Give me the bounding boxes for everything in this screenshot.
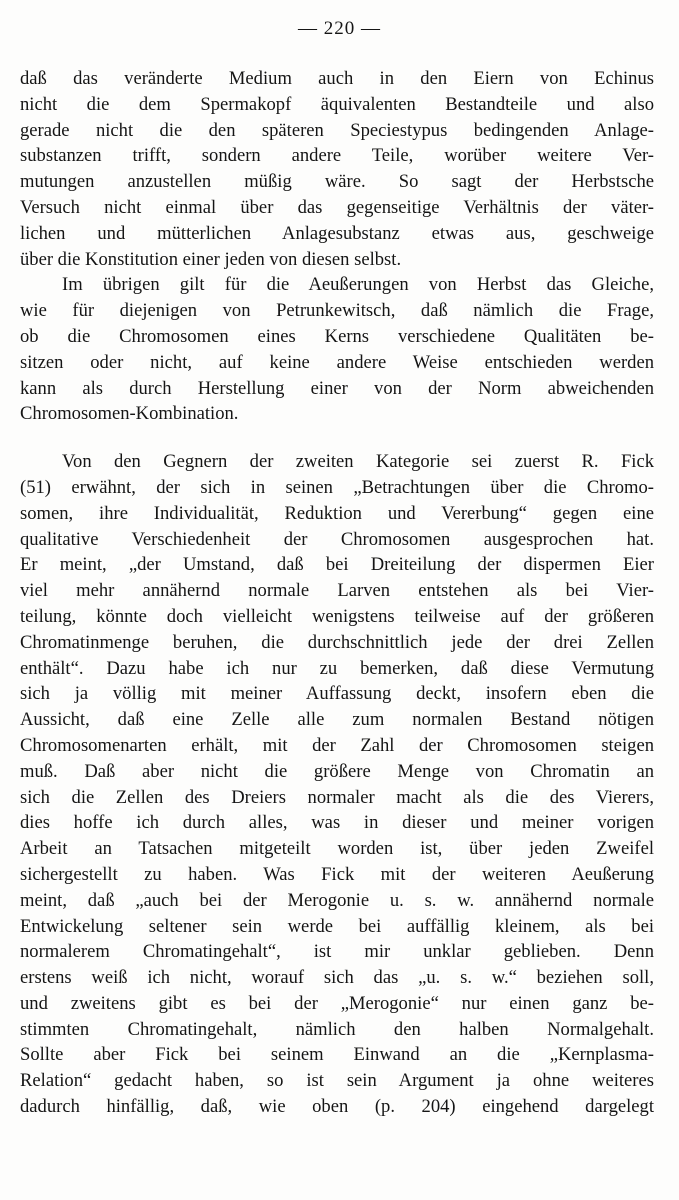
text-line: Chromatinmenge beruhen, die durchschnittlich jede der drei Zellen xyxy=(20,631,654,653)
text-line: Arbeit an Tatsachen mitgeteilt worden ist, über jeden Zweifel xyxy=(20,838,654,860)
text-line: sich ja völlig mit meiner Auffassung deckt, insofern eben die xyxy=(20,683,654,705)
paragraph-1 xyxy=(20,66,654,272)
text-line: mutungen anzustellen müßig wäre. So sagt der Herbstsche xyxy=(20,171,654,193)
text-line: viel mehr annähernd normale Larven entstehen als bei Vier- xyxy=(20,580,654,602)
text-line: enthält“. Dazu habe ich nur zu bemerken, daß diese Vermutung xyxy=(20,657,654,679)
text-line: substanzen trifft, sondern andere Teile, worüber weitere Ver- xyxy=(20,145,654,167)
text-line: nicht die dem Spermakopf äquivalenten Bestandteile und also xyxy=(20,93,654,115)
text-line: sitzen oder nicht, auf keine andere Weise entschieden werden xyxy=(20,351,654,373)
text-line: sichergestellt zu haben. Was Fick mit der weiteren Aeußerung xyxy=(20,863,654,885)
text-line: teilung, könnte doch vielleicht wenigstens teilweise auf der größeren xyxy=(20,605,654,627)
text-line: Relation“ gedacht haben, so ist sein Argument ja ohne weiteres xyxy=(20,1070,654,1092)
text-line: Chromosomen-Kombination. xyxy=(20,403,239,425)
paragraph-gap xyxy=(20,427,654,449)
paragraph-2 xyxy=(20,272,654,427)
text-line: stimmten Chromatingehalt, nämlich den halben Normalgehalt. xyxy=(20,1018,654,1040)
text-line: ob die Chromosomen eines Kerns verschiedene Qualitäten be- xyxy=(20,325,654,347)
text-line: erstens weiß ich nicht, worauf sich das „u. s. w.“ beziehen soll, xyxy=(20,967,654,989)
text-line: Er meint, „der Umstand, daß bei Dreiteilung der dispermen Eier xyxy=(20,554,654,576)
text-line: sich die Zellen des Dreiers normaler macht als die des Vierers, xyxy=(20,786,654,808)
text-line: Von den Gegnern der zweiten Kategorie sei zuerst R. Fick xyxy=(62,451,654,473)
text-line: Chromosomenarten erhält, mit der Zahl der Chromosomen steigen xyxy=(20,734,654,756)
text-line: Aussicht, daß eine Zelle alle zum normalen Bestand nötigen xyxy=(20,709,654,731)
text-line: dadurch hinfällig, daß, wie oben (p. 204) eingehend dargelegt xyxy=(20,1096,654,1118)
text-line: Entwickelung seltener sein werde bei auffällig kleinem, als bei xyxy=(20,915,654,937)
text-line: (51) erwähnt, der sich in seinen „Betrachtungen über die Chromo- xyxy=(20,476,654,498)
text-line: gerade nicht die den späteren Speciestypus bedingenden Anlage- xyxy=(20,119,654,141)
text-line: somen, ihre Individualität, Reduktion und Vererbung“ gegen eine xyxy=(20,502,654,524)
page-number: — 220 — xyxy=(298,18,381,39)
text-line: über die Konstitution einer jeden von diesen selbst. xyxy=(20,248,402,270)
text-line: dies hoffe ich durch alles, was in dieser und meiner vorigen xyxy=(20,812,654,834)
text-line: Sollte aber Fick bei seinem Einwand an die „Kernplasma- xyxy=(20,1044,654,1066)
text-line: normalerem Chromatingehalt“, ist mir unklar geblieben. Denn xyxy=(20,941,654,963)
text-line: daß das veränderte Medium auch in den Eiern von Echinus xyxy=(20,68,654,89)
text-line: muß. Daß aber nicht die größere Menge von Chromatin an xyxy=(20,760,654,782)
paragraph-3 xyxy=(20,449,654,1120)
text-line: wie für diejenigen von Petrunkewitsch, daß nämlich die Frage, xyxy=(20,300,654,322)
text-line: und zweitens gibt es bei der „Merogonie“ nur einen ganz be- xyxy=(20,992,654,1014)
text-line: kann als durch Herstellung einer von der Norm abweichenden xyxy=(20,377,654,399)
text-line: lichen und mütterlichen Anlagesubstanz etwas aus, geschweige xyxy=(20,222,654,244)
text-line: meint, daß „auch bei der Merogonie u. s. w. annähernd normale xyxy=(20,889,654,911)
text-line: Im übrigen gilt für die Aeußerungen von Herbst das Gleiche, xyxy=(62,274,654,296)
text-line: Versuch nicht einmal über das gegenseitige Verhältnis der väter- xyxy=(20,196,654,218)
text-line: qualitative Verschiedenheit der Chromosomen ausgesprochen hat. xyxy=(20,528,654,550)
page-body xyxy=(20,66,654,1120)
